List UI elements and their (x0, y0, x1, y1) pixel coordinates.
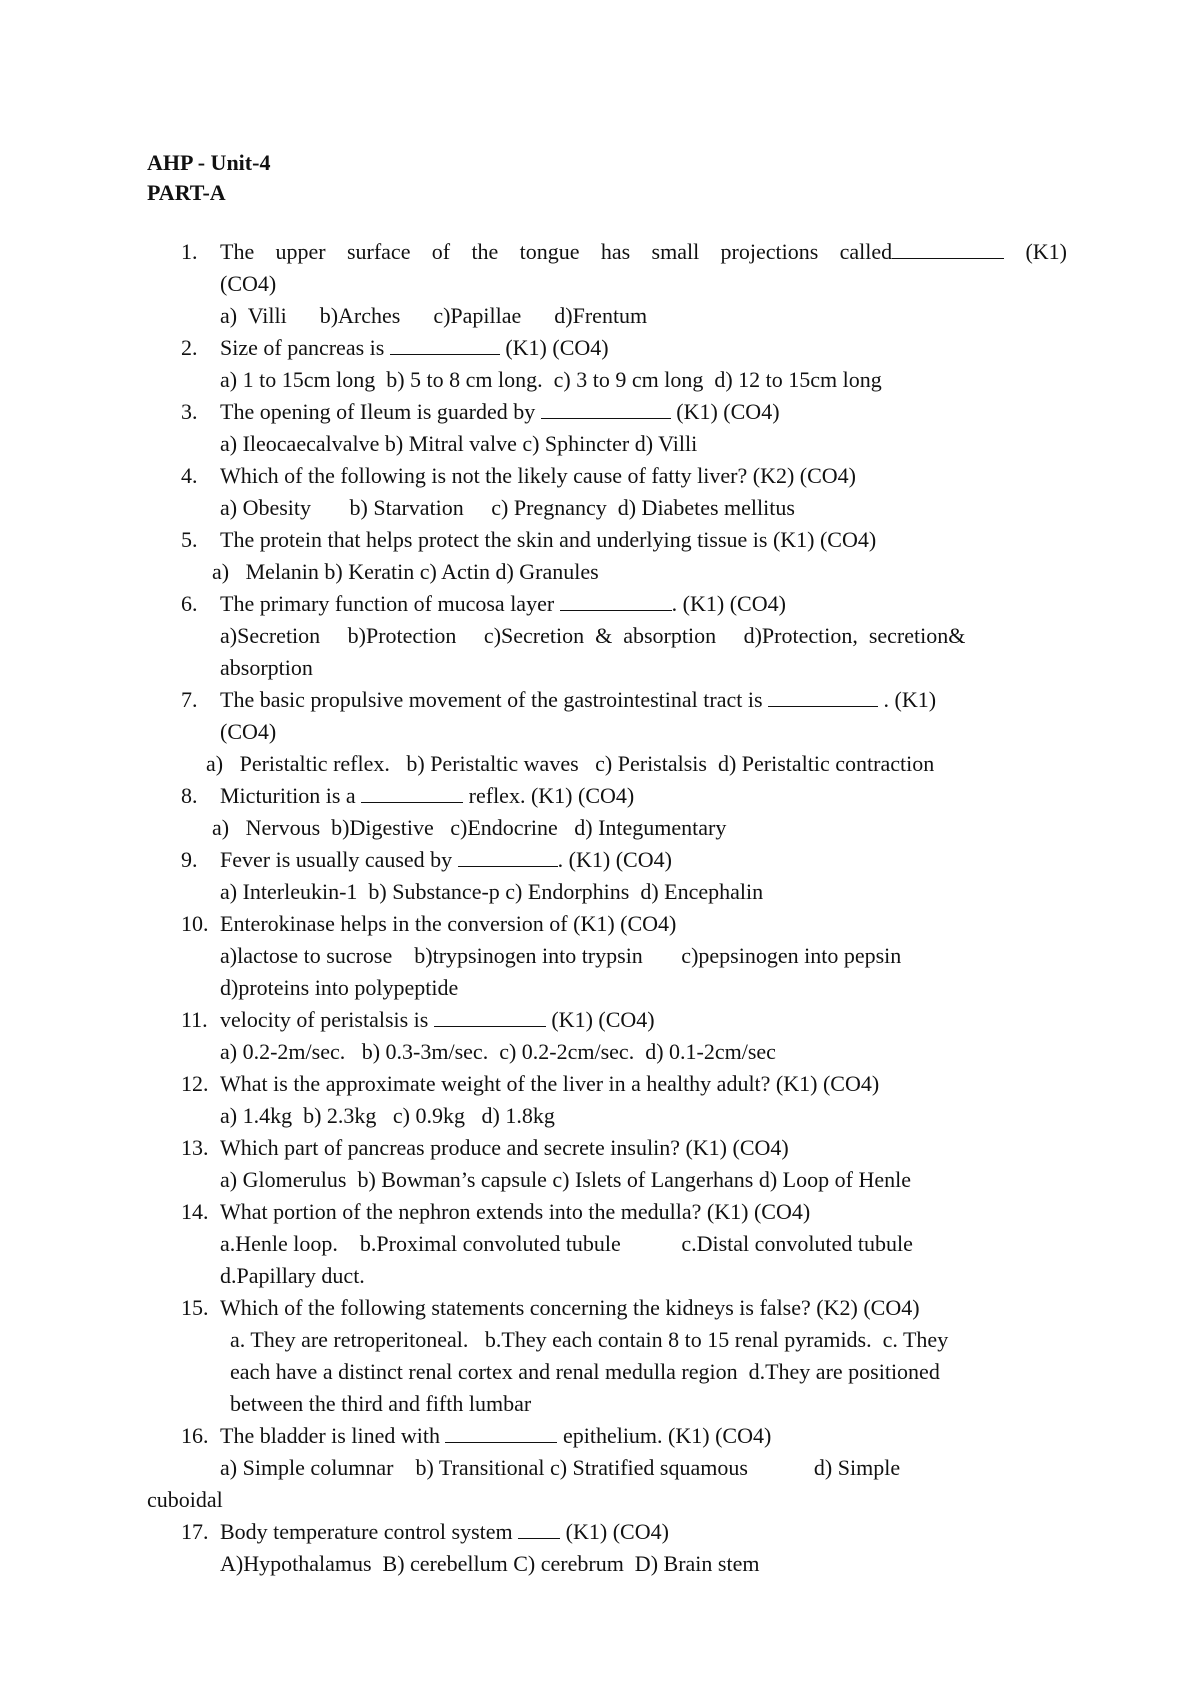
question-options-cont: each have a distinct renal cortex and renal medulla region d.They are positioned (230, 1359, 940, 1384)
question-stem: velocity of peristalsis is (K1) (CO4) (220, 1007, 655, 1032)
question-options: a) Nervous b)Digestive c)Endocrine d) Integumentary (212, 815, 727, 840)
question-options: a) Obesity b) Starvation c) Pregnancy d) Diabetes mellitus (220, 495, 795, 520)
question-12 (147, 1068, 1067, 1132)
question-number: 6. (181, 591, 198, 616)
question-17 (147, 1516, 1067, 1580)
question-options: a) Glomerulus b) Bowman’s capsule c) Islets of Langerhans d) Loop of Henle (220, 1167, 911, 1192)
question-list (147, 236, 1067, 1580)
question-stem: Fever is usually caused by . (K1) (CO4) (220, 847, 672, 872)
question-6 (147, 588, 1067, 684)
question-stem: The basic propulsive movement of the gastrointestinal tract is . (K1) (220, 687, 937, 712)
question-8 (147, 780, 1067, 844)
question-stem: Which of the following statements concerning the kidneys is false? (K2) (CO4) (220, 1295, 920, 1320)
question-number: 13. (181, 1135, 209, 1160)
document-page (147, 148, 1067, 1580)
question-stem: The opening of Ileum is guarded by (K1) (CO4) (220, 399, 780, 424)
question-10 (147, 908, 1067, 1004)
question-options: a) 0.2-2m/sec. b) 0.3-3m/sec. c) 0.2-2cm/sec. d) 0.1-2cm/sec (220, 1039, 776, 1064)
question-stem: The primary function of mucosa layer . (K1) (CO4) (220, 591, 786, 616)
question-number: 5. (181, 527, 198, 552)
question-stem: Micturition is a reflex. (K1) (CO4) (220, 783, 635, 808)
question-options: a)Secretion b)Protection c)Secretion & absorption d)Protection, secretion& (220, 623, 966, 648)
question-stem-cont: (CO4) (220, 719, 277, 744)
question-options: A)Hypothalamus B) cerebellum C) cerebrum D) Brain stem (220, 1551, 760, 1576)
question-options-cont: cuboidal (147, 1487, 223, 1512)
question-options: a. They are retroperitoneal. b.They each contain 8 to 15 renal pyramids. c. They (230, 1327, 949, 1352)
question-13 (147, 1132, 1067, 1196)
question-number: 1. (181, 239, 198, 264)
question-options-cont: d)proteins into polypeptide (220, 975, 459, 1000)
question-options: a) Peristaltic reflex. b) Peristaltic waves c) Peristalsis d) Peristaltic contraction (206, 751, 935, 776)
question-stem: The upper surface of the tongue has small projections called (K1) (220, 239, 1067, 264)
question-stem: The bladder is lined with epithelium. (K1) (CO4) (220, 1423, 772, 1448)
question-number: 17. (181, 1519, 209, 1544)
question-options: a.Henle loop. b.Proximal convoluted tubule c.Distal convoluted tubule (220, 1231, 913, 1256)
question-number: 15. (181, 1295, 209, 1320)
question-number: 10. (181, 911, 209, 936)
question-1 (147, 236, 1067, 332)
question-stem: What is the approximate weight of the liver in a healthy adult? (K1) (CO4) (220, 1071, 880, 1096)
question-options: a) Melanin b) Keratin c) Actin d) Granules (212, 559, 599, 584)
document-title: AHP - Unit-4 (147, 150, 271, 175)
question-options: a) Ileocaecalvalve b) Mitral valve c) Sphincter d) Villi (220, 431, 698, 456)
question-options: a) Villi b)Arches c)Papillae d)Frentum (220, 303, 648, 328)
question-options: a)lactose to sucrose b)trypsinogen into trypsin c)pepsinogen into pepsin (220, 943, 902, 968)
question-stem: Which of the following is not the likely cause of fatty liver? (K2) (CO4) (220, 463, 856, 488)
question-number: 3. (181, 399, 198, 424)
question-7 (147, 684, 1067, 780)
question-5 (147, 524, 1067, 588)
question-number: 12. (181, 1071, 209, 1096)
question-options-cont: between the third and fifth lumbar (230, 1391, 532, 1416)
question-options: a) Interleukin-1 b) Substance-p c) Endorphins d) Encephalin (220, 879, 764, 904)
question-stem: Which part of pancreas produce and secrete insulin? (K1) (CO4) (220, 1135, 789, 1160)
question-4 (147, 460, 1067, 524)
question-15 (147, 1292, 1067, 1420)
question-stem: Size of pancreas is (K1) (CO4) (220, 335, 609, 360)
question-3 (147, 396, 1067, 460)
question-16 (147, 1420, 1067, 1516)
question-options-cont: absorption (220, 655, 313, 680)
question-options: a) 1.4kg b) 2.3kg c) 0.9kg d) 1.8kg (220, 1103, 555, 1128)
question-14 (147, 1196, 1067, 1292)
question-9 (147, 844, 1067, 908)
question-stem: What portion of the nephron extends into the medulla? (K1) (CO4) (220, 1199, 811, 1224)
question-stem: Body temperature control system (K1) (CO4) (220, 1519, 669, 1544)
question-stem-cont: (CO4) (220, 271, 277, 296)
question-options-cont: d.Papillary duct. (220, 1263, 365, 1288)
question-options: a) Simple columnar b) Transitional c) Stratified squamous d) Simple (220, 1455, 901, 1480)
question-2 (147, 332, 1067, 396)
question-11 (147, 1004, 1067, 1068)
part-heading: PART-A (147, 180, 226, 205)
question-stem: The protein that helps protect the skin and underlying tissue is (K1) (CO4) (220, 527, 877, 552)
question-number: 2. (181, 335, 198, 360)
question-number: 4. (181, 463, 198, 488)
question-number: 8. (181, 783, 198, 808)
question-stem: Enterokinase helps in the conversion of (K1) (CO4) (220, 911, 677, 936)
question-number: 7. (181, 687, 198, 712)
question-options: a) 1 to 15cm long b) 5 to 8 cm long. c) 3 to 9 cm long d) 12 to 15cm long (220, 367, 882, 392)
question-number: 9. (181, 847, 198, 872)
question-number: 16. (181, 1423, 209, 1448)
question-number: 14. (181, 1199, 209, 1224)
question-number: 11. (181, 1007, 208, 1032)
